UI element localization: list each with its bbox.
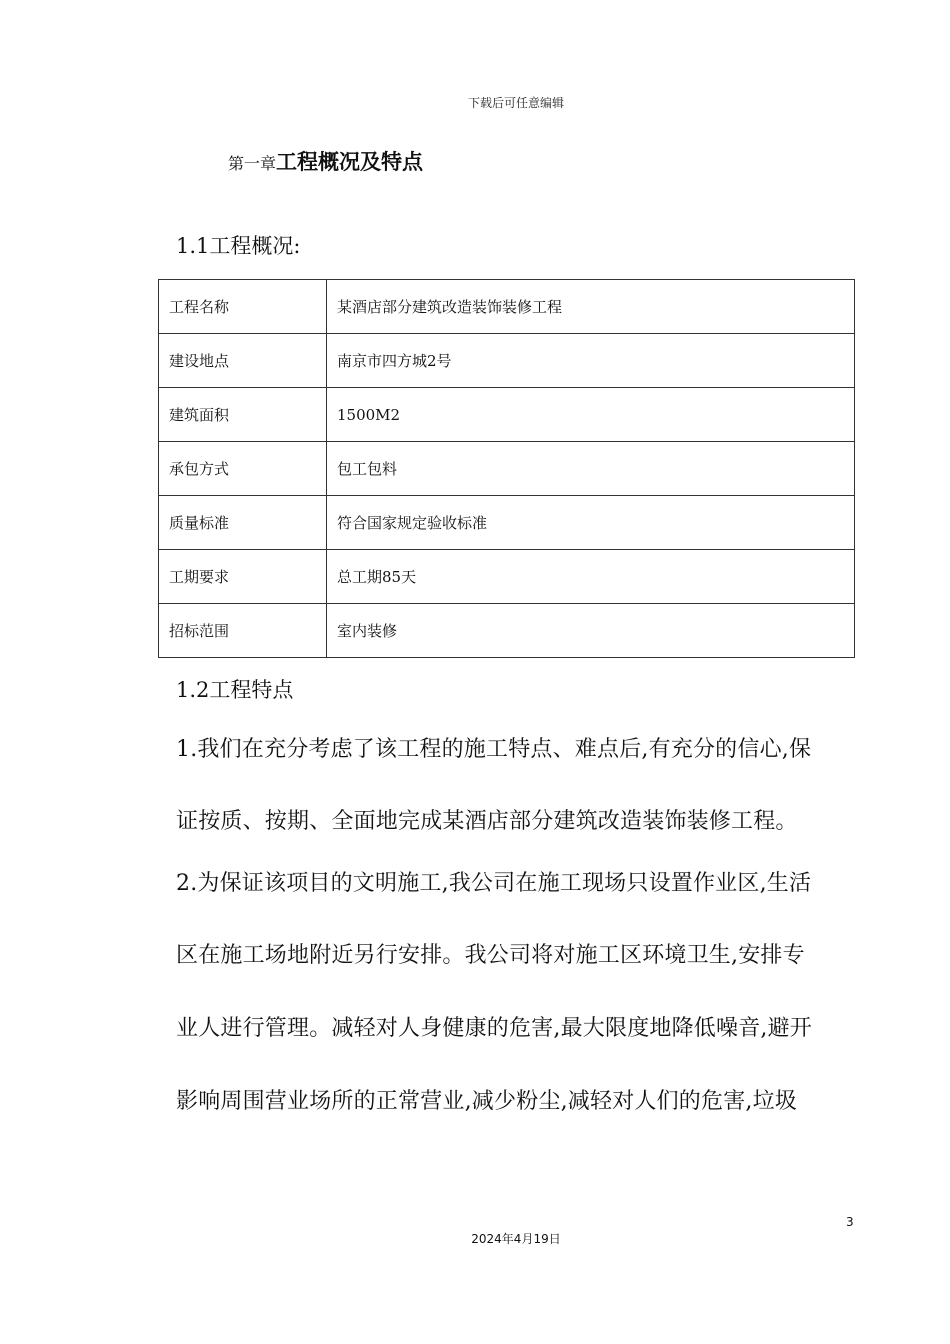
table-row <box>159 334 855 388</box>
table-row <box>159 496 855 550</box>
row-value: 南京市四方城2号 <box>327 334 855 388</box>
chapter-heading <box>228 146 423 176</box>
row-value: 包工包料 <box>327 442 855 496</box>
paragraph-line: 1.我们在充分考虑了该工程的施工特点、难点后,有充分的信心,保 <box>176 737 812 762</box>
row-label: 招标范围 <box>159 604 327 658</box>
chapter-prefix: 第一章 <box>228 154 277 173</box>
page-number: 3 <box>846 1215 854 1229</box>
chapter-title: 工程概况及特点 <box>276 150 424 174</box>
paragraph-line: 证按质、按期、全面地完成某酒店部分建筑改造装饰装修工程。 <box>176 809 798 834</box>
project-overview-table <box>158 279 855 658</box>
row-value: 室内装修 <box>327 604 855 658</box>
paragraph-line: 业人进行管理。减轻对人身健康的危害,最大限度地降低噪音,避开 <box>176 1016 812 1041</box>
row-value: 总工期85天 <box>327 550 855 604</box>
section-heading-features: 1.2工程特点 <box>176 678 294 702</box>
section-heading-overview: 1.1工程概况: <box>176 234 301 258</box>
table-row <box>159 388 855 442</box>
table-row <box>159 442 855 496</box>
footer-date: 2024年4月19日 <box>471 1232 561 1246</box>
table-row <box>159 550 855 604</box>
row-label: 承包方式 <box>159 442 327 496</box>
row-value: 某酒店部分建筑改造装饰装修工程 <box>327 280 855 334</box>
row-value: 符合国家规定验收标准 <box>327 496 855 550</box>
paragraph-line: 影响周围营业场所的正常营业,减少粉尘,减轻对人们的危害,垃圾 <box>176 1089 797 1114</box>
paragraph-line: 2.为保证该项目的文明施工,我公司在施工现场只设置作业区,生活 <box>176 871 812 896</box>
table-row <box>159 604 855 658</box>
row-label: 建筑面积 <box>159 388 327 442</box>
row-label: 建设地点 <box>159 334 327 388</box>
row-value: 1500M2 <box>327 388 855 442</box>
table-row <box>159 280 855 334</box>
row-label: 工期要求 <box>159 550 327 604</box>
row-label: 质量标准 <box>159 496 327 550</box>
row-label: 工程名称 <box>159 280 327 334</box>
header-note: 下载后可任意编辑 <box>467 96 564 110</box>
paragraph-line: 区在施工场地附近另行安排。我公司将对施工区环境卫生,安排专 <box>176 943 805 968</box>
